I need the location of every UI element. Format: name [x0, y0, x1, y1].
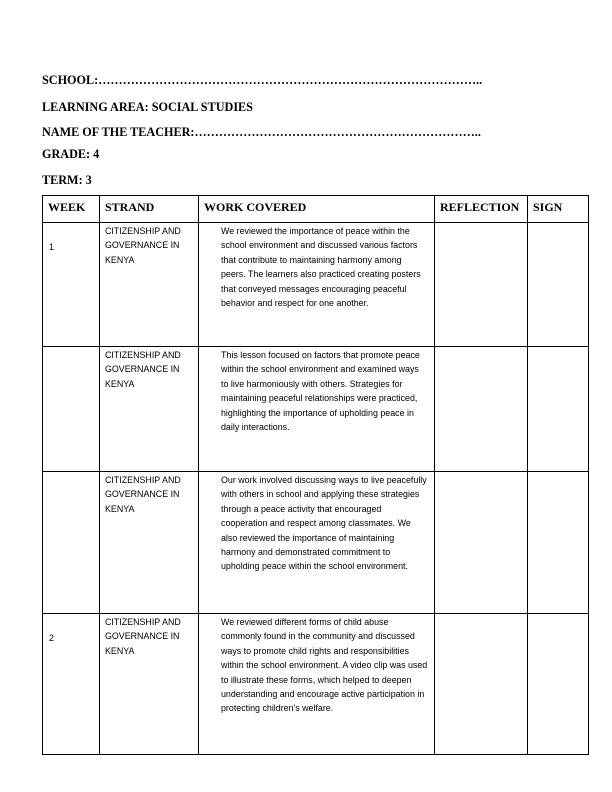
work-covered-text: We reviewed the importance of peace within the school environment and discussed various factors that contribute to maintaining harmony among peers. The learners also practiced creating posters that conveyed messages encouraging peaceful behavior and respect for one another.: [221, 226, 421, 309]
table-row: [43, 472, 589, 614]
sign-cell[interactable]: [528, 223, 589, 347]
strand-value: CITIZENSHIP AND GOVERNANCE IN KENYA: [105, 617, 181, 656]
strand-cell: [100, 347, 199, 472]
column-header-sign: SIGN: [528, 196, 589, 223]
work-covered-text: Our work involved discussing ways to live peacefully with others in school and applying these strategies through a peace activity that encouraged cooperation and respect among classmates. We also reviewed the importance of maintaining harmony and demonstrated commitment to upholding peace within the school environment.: [221, 475, 427, 572]
reflection-cell[interactable]: [435, 223, 528, 347]
table-row: [43, 614, 589, 755]
strand-cell: [100, 472, 199, 614]
work-covered-cell: [199, 223, 435, 347]
table-header-row: [43, 196, 589, 223]
school-field: SCHOOL:…………………………………………………………………………………..: [42, 73, 483, 87]
reflection-cell[interactable]: [435, 614, 528, 755]
column-header-work-covered: WORK COVERED: [199, 196, 435, 223]
sign-cell[interactable]: [528, 347, 589, 472]
work-covered-cell: [199, 472, 435, 614]
week-cell: [43, 347, 100, 472]
week-cell: [43, 223, 100, 347]
reflection-cell[interactable]: [435, 472, 528, 614]
term-label: TERM: 3: [42, 173, 92, 187]
strand-value: CITIZENSHIP AND GOVERNANCE IN KENYA: [105, 350, 181, 389]
strand-cell: [100, 223, 199, 347]
week-cell: [43, 472, 100, 614]
sign-cell[interactable]: [528, 472, 589, 614]
work-covered-text: This lesson focused on factors that promote peace within the school environment and examined ways to live harmoniously with others. Strategies for maintaining peaceful relationships were practiced, highlighting the importance of upholding peace in daily interactions.: [221, 350, 420, 433]
strand-cell: [100, 614, 199, 755]
reflection-cell[interactable]: [435, 347, 528, 472]
learning-area: LEARNING AREA: SOCIAL STUDIES: [42, 100, 253, 114]
week-value: 1: [49, 242, 54, 252]
sign-cell[interactable]: [528, 614, 589, 755]
week-cell: [43, 614, 100, 755]
column-header-week: WEEK: [43, 196, 100, 223]
strand-value: CITIZENSHIP AND GOVERNANCE IN KENYA: [105, 475, 181, 514]
column-header-reflection: REFLECTION: [435, 196, 528, 223]
work-covered-cell: [199, 614, 435, 755]
column-header-strand: STRAND: [100, 196, 199, 223]
strand-value: CITIZENSHIP AND GOVERNANCE IN KENYA: [105, 226, 181, 265]
work-covered-text: We reviewed different forms of child abuse commonly found in the community and discussed ways to promote child rights and responsibilities within the school environment. A video clip was used to illustrate these forms, which helped to deepen understanding and encourage active participation in protecting children's welfare.: [221, 617, 428, 714]
record-of-work-table: [42, 195, 589, 755]
work-covered-cell: [199, 347, 435, 472]
week-value: 2: [49, 633, 54, 643]
grade-label: GRADE: 4: [42, 147, 100, 161]
table-row: [43, 347, 589, 472]
teacher-name-field: NAME OF THE TEACHER:……………………………………………………………..: [42, 125, 481, 139]
table-row: [43, 223, 589, 347]
